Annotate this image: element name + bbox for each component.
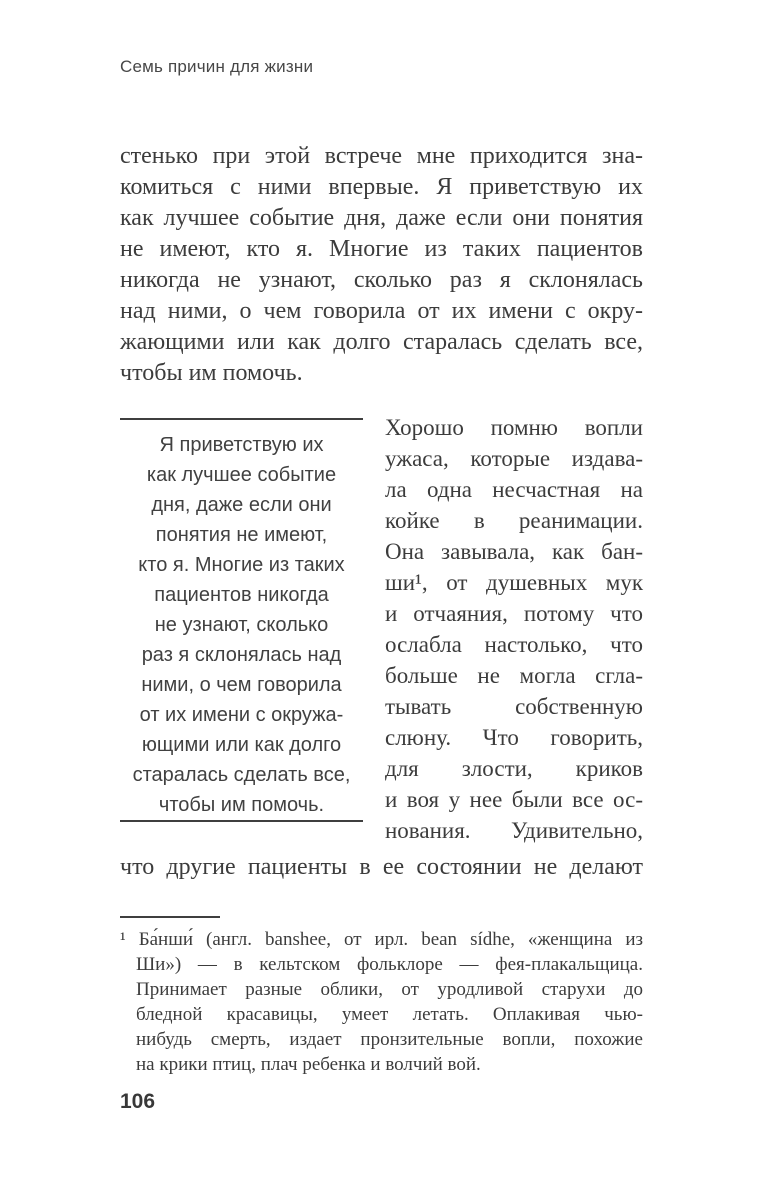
text-line: ¹ Ба́нши́ (англ. banshee, от ирл. bean sídhe, «женщина из (120, 929, 643, 950)
main-paragraph (120, 141, 643, 389)
page-number: 106 (120, 1090, 156, 1113)
pullquote-rule-bottom (120, 820, 363, 822)
text-line: и отчаяния, потому что (385, 601, 643, 626)
pullquote-text (120, 430, 363, 820)
text-line: тывать собственную (385, 694, 643, 719)
text-line: для злости, криков (385, 756, 643, 781)
footnote (120, 916, 643, 1077)
running-header: Семь причин для жизни (120, 57, 314, 76)
text-line: Хорошо помню вопли (385, 415, 643, 440)
text-line: ющими или как долго (141, 734, 342, 756)
pullquote (120, 410, 363, 846)
text-line: как лучшее событие дня, даже если они понятия (120, 205, 643, 231)
text-line: слюну. Что говорить, (385, 725, 643, 750)
text-line: нования. Удивительно, (385, 818, 643, 843)
text-line: ними, о чем говорила (141, 674, 342, 696)
text-line: пациентов никогда (154, 584, 329, 606)
text-line: ослабла настолько, что (385, 632, 643, 657)
text-line: ла одна несчастная на (385, 477, 643, 502)
text-line: Я приветствую их (159, 434, 324, 456)
text-line: бледной красавицы, умеет летать. Оплакивая чью- (136, 1004, 643, 1025)
text-line: понятия не имеют, (155, 524, 328, 546)
text-line: чтобы им помочь. (158, 794, 325, 816)
text-line: стенько при этой встрече мне приходится зна- (120, 143, 643, 169)
footnote-rule (120, 916, 220, 918)
text-line: не имеют, кто я. Многие из таких пациентов (120, 236, 643, 262)
text-line: нибудь смерть, издает пронзительные вопли, похожие (136, 1029, 643, 1050)
text-line: больше не могла сгла- (385, 663, 643, 688)
text-line: никогда не узнают, сколько раз я склонялась (120, 267, 643, 293)
text-line: дня, даже если они (151, 494, 332, 516)
text-line: жающими или как долго старалась сделать все, (120, 329, 643, 355)
text-line: койке в реанимации. (385, 508, 643, 533)
two-column-block (120, 410, 643, 846)
text-line: на крики птиц, плач ребенка и волчий вой. (136, 1054, 481, 1075)
text-line: раз я склонялась над (141, 644, 342, 666)
text-line: старалась сделать все, (132, 764, 351, 786)
text-line: не узнают, сколько (154, 614, 329, 636)
text-line: Принимает разные облики, от уродливой старухи до (136, 979, 643, 1000)
pullquote-rule-top (120, 418, 363, 420)
text-line: Она завывала, как бан- (385, 539, 643, 564)
right-column (385, 410, 643, 846)
text-line: ужаса, которые издава- (385, 446, 643, 471)
text-line: ши¹, от душевных мук (385, 570, 643, 595)
text-line: Ши») — в кельтском фольклоре — фея-плакальщица. (136, 954, 643, 975)
footnote-text (120, 927, 643, 1077)
text-line: как лучшее событие (146, 464, 337, 486)
text-line: и воя у нее были все ос- (385, 787, 643, 812)
text-line: от их имени с окружа- (139, 704, 344, 726)
text-line: кто я. Многие из таких (138, 554, 345, 576)
continuation-line: что другие пациенты в ее состоянии не делают (120, 854, 643, 880)
text-line: над ними, о чем говорила от их имени с окру- (120, 298, 643, 324)
text-line: чтобы им помочь. (120, 360, 303, 386)
text-line: комиться с ними впервые. Я приветствую их (120, 174, 643, 200)
